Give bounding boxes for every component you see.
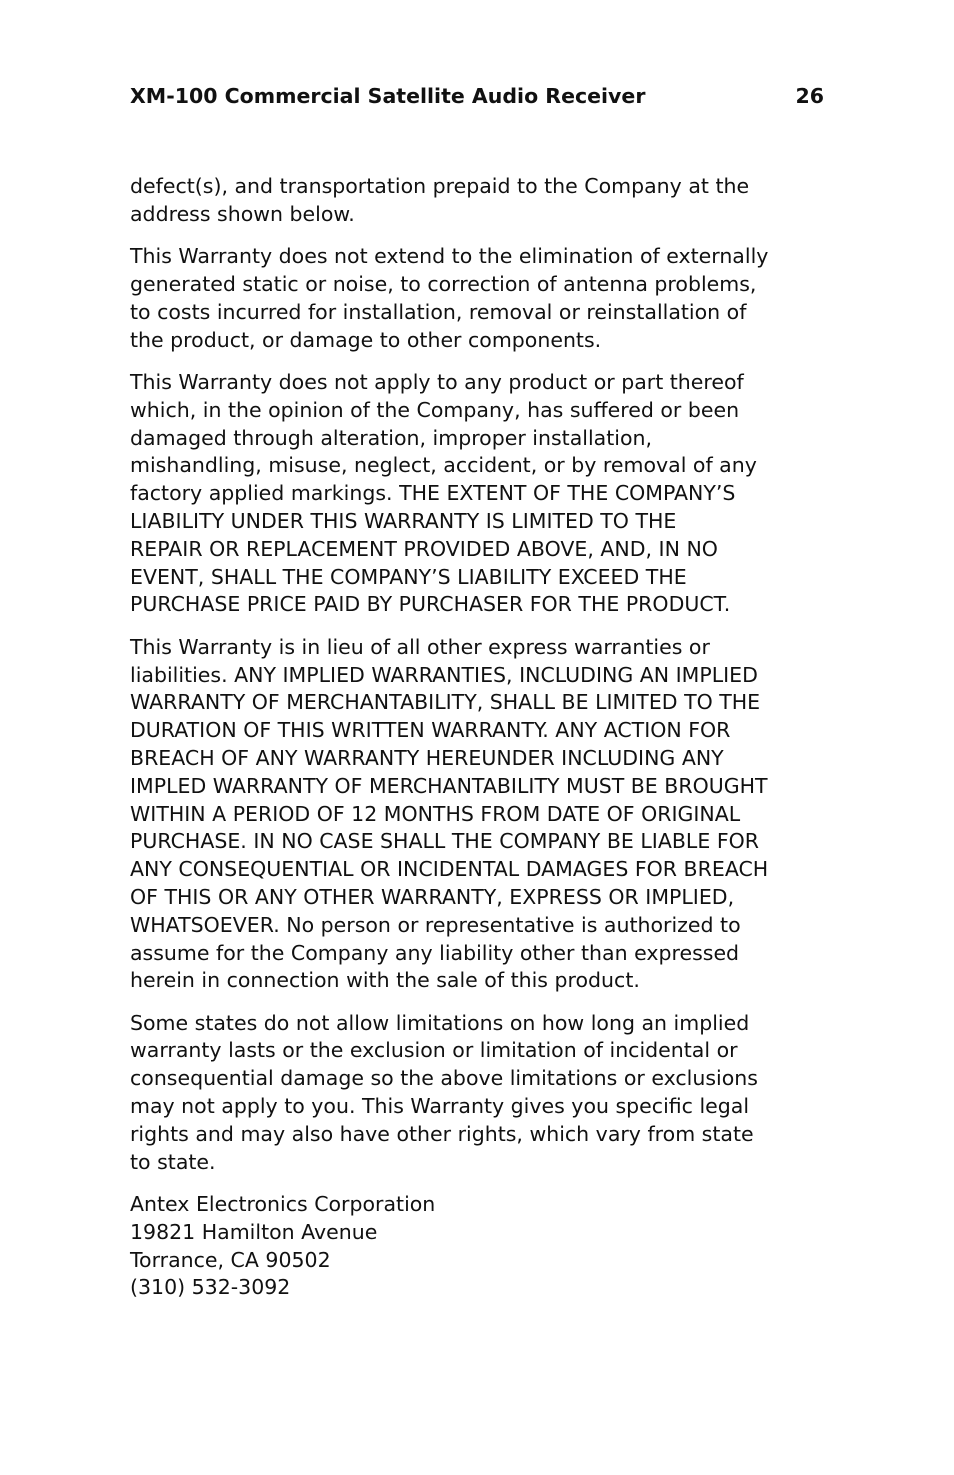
text-line: WHATSOEVER. No person or representative is authorized to xyxy=(130,912,741,937)
text-line: DURATION OF THIS WRITTEN WARRANTY. ANY ACTION FOR xyxy=(130,718,731,743)
text-line: to costs incurred for installation, removal or reinstallation of xyxy=(130,299,747,324)
text-line: PURCHASE PRICE PAID BY PURCHASER FOR THE PRODUCT. xyxy=(130,592,731,617)
text-line: may not apply to you. This Warranty gives you specific legal xyxy=(130,1094,750,1119)
text-line: the product, or damage to other components. xyxy=(130,327,602,352)
text-line: REPAIR OR REPLACEMENT PROVIDED ABOVE, AND, IN NO xyxy=(130,536,718,561)
text-line: generated static or noise, to correction of antenna problems, xyxy=(130,271,757,296)
text-line: WARRANTY OF MERCHANTABILITY, SHALL BE LIMITED TO THE xyxy=(130,690,761,715)
text-line: BREACH OF ANY WARRANTY HEREUNDER INCLUDING ANY xyxy=(130,745,724,770)
company-address xyxy=(130,1191,830,1302)
text-line: ANY CONSEQUENTIAL OR INCIDENTAL DAMAGES FOR BREACH xyxy=(130,857,769,882)
text-line: This Warranty does not apply to any product or part thereof xyxy=(130,369,744,394)
company-name: Antex Electronics Corporation xyxy=(130,1192,436,1217)
page-header xyxy=(130,84,824,112)
paragraph-liability-limit xyxy=(130,369,830,619)
text-line: IMPLED WARRANTY OF MERCHANTABILITY MUST BE BROUGHT xyxy=(130,773,768,798)
text-line: warranty lasts or the exclusion or limitation of incidental or xyxy=(130,1038,738,1063)
document-title: XM-100 Commercial Satellite Audio Receiver xyxy=(130,84,646,108)
city-state-zip: Torrance, CA 90502 xyxy=(130,1247,331,1272)
street-address: 19821 Hamilton Avenue xyxy=(130,1219,378,1244)
text-line: WITHIN A PERIOD OF 12 MONTHS FROM DATE OF ORIGINAL xyxy=(130,801,741,826)
text-line: consequential damage so the above limitations or exclusions xyxy=(130,1066,758,1091)
text-line: This Warranty does not extend to the elimination of externally xyxy=(130,244,769,269)
page-number: 26 xyxy=(795,84,824,108)
paragraph-defect-return xyxy=(130,173,830,229)
text-line: rights and may also have other rights, which vary from state xyxy=(130,1121,754,1146)
text-line: PURCHASE. IN NO CASE SHALL THE COMPANY BE LIABLE FOR xyxy=(130,829,759,854)
text-line: LIABILITY UNDER THIS WARRANTY IS LIMITED TO THE xyxy=(130,508,677,533)
phone-number: (310) 532-3092 xyxy=(130,1275,291,1300)
text-line: address shown below. xyxy=(130,201,355,226)
paragraph-state-rights xyxy=(130,1010,830,1177)
text-line: damaged through alteration, improper installation, xyxy=(130,425,652,450)
text-line: herein in connection with the sale of this product. xyxy=(130,968,640,993)
text-line: EVENT, SHALL THE COMPANY’S LIABILITY EXCEED THE xyxy=(130,564,687,589)
text-line: liabilities. ANY IMPLIED WARRANTIES, INCLUDING AN IMPLIED xyxy=(130,662,758,687)
text-line: defect(s), and transportation prepaid to the Company at the xyxy=(130,174,750,198)
text-line: which, in the opinion of the Company, has suffered or been xyxy=(130,397,740,422)
text-line: assume for the Company any liability other than expressed xyxy=(130,940,740,965)
paragraph-exclusions xyxy=(130,243,830,354)
paragraph-implied-warranties xyxy=(130,634,830,995)
text-line: factory applied markings. THE EXTENT OF THE COMPANY’S xyxy=(130,481,736,506)
text-line: OF THIS OR ANY OTHER WARRANTY, EXPRESS OR IMPLIED, xyxy=(130,884,735,909)
text-line: mishandling, misuse, neglect, accident, or by removal of any xyxy=(130,453,757,478)
page-body xyxy=(130,173,830,1317)
text-line: Some states do not allow limitations on how long an implied xyxy=(130,1010,750,1035)
text-line: This Warranty is in lieu of all other express warranties or xyxy=(130,634,710,659)
text-line: to state. xyxy=(130,1149,216,1174)
